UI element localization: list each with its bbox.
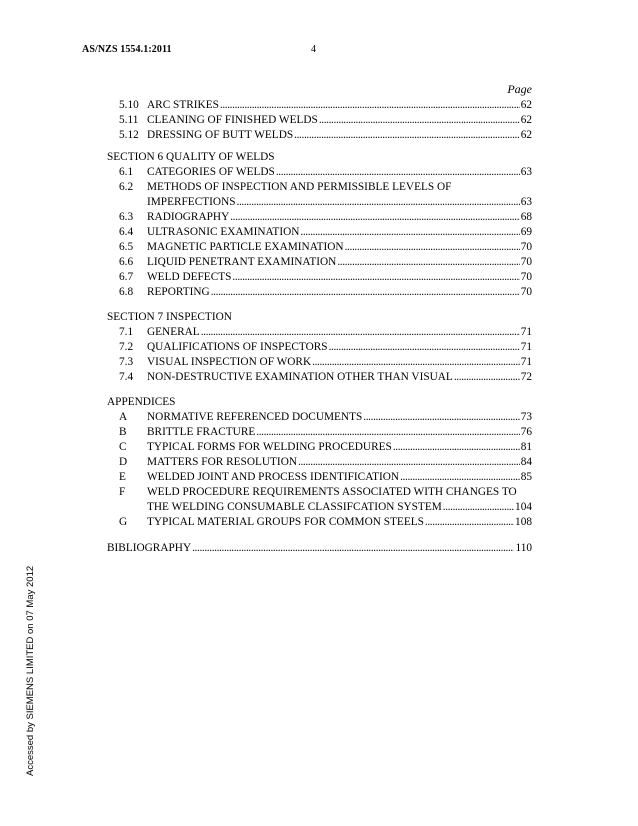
toc-entry-page: 70 [520,271,532,283]
dot-leader [294,128,520,143]
toc-entry [107,515,532,530]
toc-entry-page: 63 [520,196,532,208]
table-of-contents [107,98,532,556]
toc-entry [107,180,532,195]
toc-entry-number: 6.1 [119,166,134,178]
toc-entry-title: QUALIFICATIONS OF INSPECTORS [147,341,328,353]
toc-entry-title: THE WELDING CONSUMABLE CLASSIFCATION SYSTEM [147,501,442,513]
toc-entry-number: A [119,411,128,423]
standard-code: AS/NZS 1554.1:2011 [82,44,172,55]
toc-entry-page: 81 [520,441,532,453]
toc-entry-page: 69 [520,226,532,238]
toc-entry [107,470,532,485]
toc-entry-page: 71 [520,326,532,338]
toc-entry-number: G [119,516,128,528]
toc-entry-page: 68 [520,211,532,223]
dot-leader [400,470,520,485]
toc-entry [107,370,532,385]
toc-entry-number: 6.3 [119,211,134,223]
dot-leader [393,440,520,455]
toc-entry-page: 72 [520,371,532,383]
toc-entry [107,485,532,500]
toc-entry-title: TYPICAL MATERIAL GROUPS FOR COMMON STEELS [147,516,424,528]
toc-entry-number: D [119,456,128,468]
toc-entry-title: CLEANING OF FINISHED WELDS [147,114,318,126]
toc-entry [107,440,532,455]
toc-entry [107,165,532,180]
toc-entry-page: 76 [520,426,532,438]
toc-entry-number: 7.2 [119,341,134,353]
dot-leader [256,425,519,440]
toc-entry-title: WELD DEFECTS [147,271,232,283]
toc-entry-title: ULTRASONIC EXAMINATION [147,226,300,238]
dot-leader [319,113,520,128]
toc-entry-title: LIQUID PENETRANT EXAMINATION [147,256,337,268]
page-column-label: Page [507,82,532,96]
toc-entry-title: VISUAL INSPECTION OF WORK [147,356,312,368]
toc-entry [107,195,532,210]
toc-entry-title: METHODS OF INSPECTION AND PERMISSIBLE LEVELS OF [147,181,452,193]
toc-entry [107,410,532,425]
toc-entry [107,128,532,143]
dot-leader [337,255,519,270]
toc-entry-title: WELD PROCEDURE REQUIREMENTS ASSOCIATED WITH CHANGES TO [147,486,517,498]
toc-entry [107,340,532,355]
toc-entry-title: BRITTLE FRACTURE [147,426,256,438]
toc-entry [107,500,532,515]
toc-entry [107,455,532,470]
dot-leader [201,325,520,340]
toc-section-heading: SECTION 6 QUALITY OF WELDS [107,151,275,163]
toc-entry-number: 6.7 [119,271,134,283]
toc-entry-page: 70 [520,286,532,298]
toc-entry-title: WELDED JOINT AND PROCESS IDENTIFICATION [147,471,400,483]
toc-entry [107,255,532,270]
toc-entry-page: 71 [520,341,532,353]
dot-leader [237,195,520,210]
toc-entry-title: MAGNETIC PARTICLE EXAMINATION [147,241,344,253]
toc-section-heading: SECTION 7 INSPECTION [107,311,232,323]
toc-entry-title: REPORTING [147,286,210,298]
toc-entry-number: 7.4 [119,371,134,383]
toc-entry-number: F [119,486,126,498]
toc-bibliography [107,541,532,556]
toc-entry [107,285,532,300]
dot-leader [298,455,520,470]
dot-leader [443,500,514,515]
toc-entry-page: 62 [520,129,532,141]
toc-entry-number: B [119,426,127,438]
toc-entry-number: 6.5 [119,241,134,253]
dot-leader [454,370,520,385]
toc-entry-title: DRESSING OF BUTT WELDS [147,129,294,141]
toc-entry-page: 71 [520,356,532,368]
dot-leader [363,410,519,425]
toc-entry-title: TYPICAL FORMS FOR WELDING PROCEDURES [147,441,392,453]
toc-entry-number: E [119,471,126,483]
toc-entry-title: IMPERFECTIONS [147,196,236,208]
toc-entry-page: 70 [520,241,532,253]
toc-entry-number: 6.8 [119,286,134,298]
access-watermark: Accessed by SIEMENS LIMITED on 07 May 2012 [25,565,36,776]
dot-leader [220,98,520,113]
dot-leader [211,285,520,300]
dot-leader [230,210,519,225]
toc-entry [107,225,532,240]
toc-entry-page: 84 [520,456,532,468]
toc-entry [107,425,532,440]
toc-entry [107,355,532,370]
toc-entry-page: 63 [520,166,532,178]
toc-section-heading: APPENDICES [107,396,176,408]
toc-entry-title: GENERAL [147,326,200,338]
dot-leader [425,515,514,530]
toc-entry-number: 7.1 [119,326,134,338]
dot-leader [345,240,520,255]
toc-entry-page: 73 [520,411,532,423]
toc-entry-number: C [119,441,127,453]
dot-leader [312,355,520,370]
toc-entry [107,210,532,225]
page-number: 4 [311,44,316,55]
bibliography-page: 110 [515,542,532,554]
dot-leader [329,340,520,355]
dot-leader [276,165,520,180]
toc-entry-number: 6.6 [119,256,134,268]
toc-entry-title: ARC STRIKES [147,99,219,111]
dot-leader [300,225,519,240]
bibliography-title: BIBLIOGRAPHY [107,542,192,554]
toc-entry-title: RADIOGRAPHY [147,211,230,223]
dot-leader [232,270,519,285]
toc-entry-number: 6.4 [119,226,134,238]
toc-entry-page: 62 [520,114,532,126]
toc-entry-page: 85 [520,471,532,483]
toc-entry-page: 108 [515,516,532,528]
toc-entry [107,240,532,255]
toc-entry-title: NON-DESTRUCTIVE EXAMINATION OTHER THAN VISUAL [147,371,453,383]
toc-entry-title: NORMATIVE REFERENCED DOCUMENTS [147,411,363,423]
toc-entry-page: 70 [520,256,532,268]
toc-entry-number: 7.3 [119,356,134,368]
toc-entry-title: MATTERS FOR RESOLUTION [147,456,298,468]
toc-entry [107,98,532,113]
toc-entry-number: 5.12 [119,129,139,141]
toc-entry [107,113,532,128]
toc-entry-page: 104 [515,501,532,513]
toc-entry [107,270,532,285]
dot-leader [192,541,514,556]
toc-entry-title: CATEGORIES OF WELDS [147,166,275,178]
toc-entry-page: 62 [520,99,532,111]
toc-entry-number: 5.10 [119,99,139,111]
toc-entry-number: 6.2 [119,181,134,193]
toc-entry-number: 5.11 [119,114,139,126]
toc-entry [107,325,532,340]
